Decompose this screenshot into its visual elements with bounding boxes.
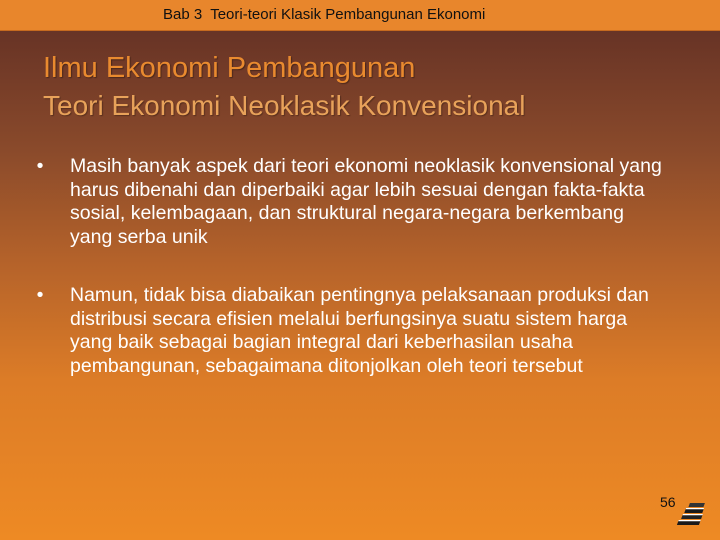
bullet-list [30,155,670,413]
chapter-title: Teori-teori Klasik Pembangunan Ekonomi [210,6,486,23]
bullet-marker: • [36,155,44,177]
slide-subtitle: Teori Ekonomi Neoklasik Konvensional [43,90,526,121]
bullet-text: Namun, tidak bisa diabaikan pentingnya pelaksanaan produksi dan distribusi secara efisien melalui berfungsinya suatu sistem harga yang baik sebagai bagian integral dari keberhasilan usaha pembangunan, sebagaimana ditonjolkan oleh teori tersebut [70,284,649,377]
bullet-item [30,284,670,378]
chapter-label: Bab 3 [163,6,203,23]
header-text [163,6,485,23]
bullet-item [30,155,670,249]
bullet-marker: • [36,284,44,306]
page-number: 56 [660,494,676,510]
header-bar [0,0,720,31]
books-icon [676,500,710,528]
bullet-text: Masih banyak aspek dari teori ekonomi neoklasik konvensional yang harus dibenahi dan diperbaiki agar lebih sesuai dengan fakta-fakta sosial, kelembagaan, dan struktural negara-negara berkembang yang serba unik [70,155,662,248]
slide-title: Ilmu Ekonomi Pembangunan [43,52,416,84]
